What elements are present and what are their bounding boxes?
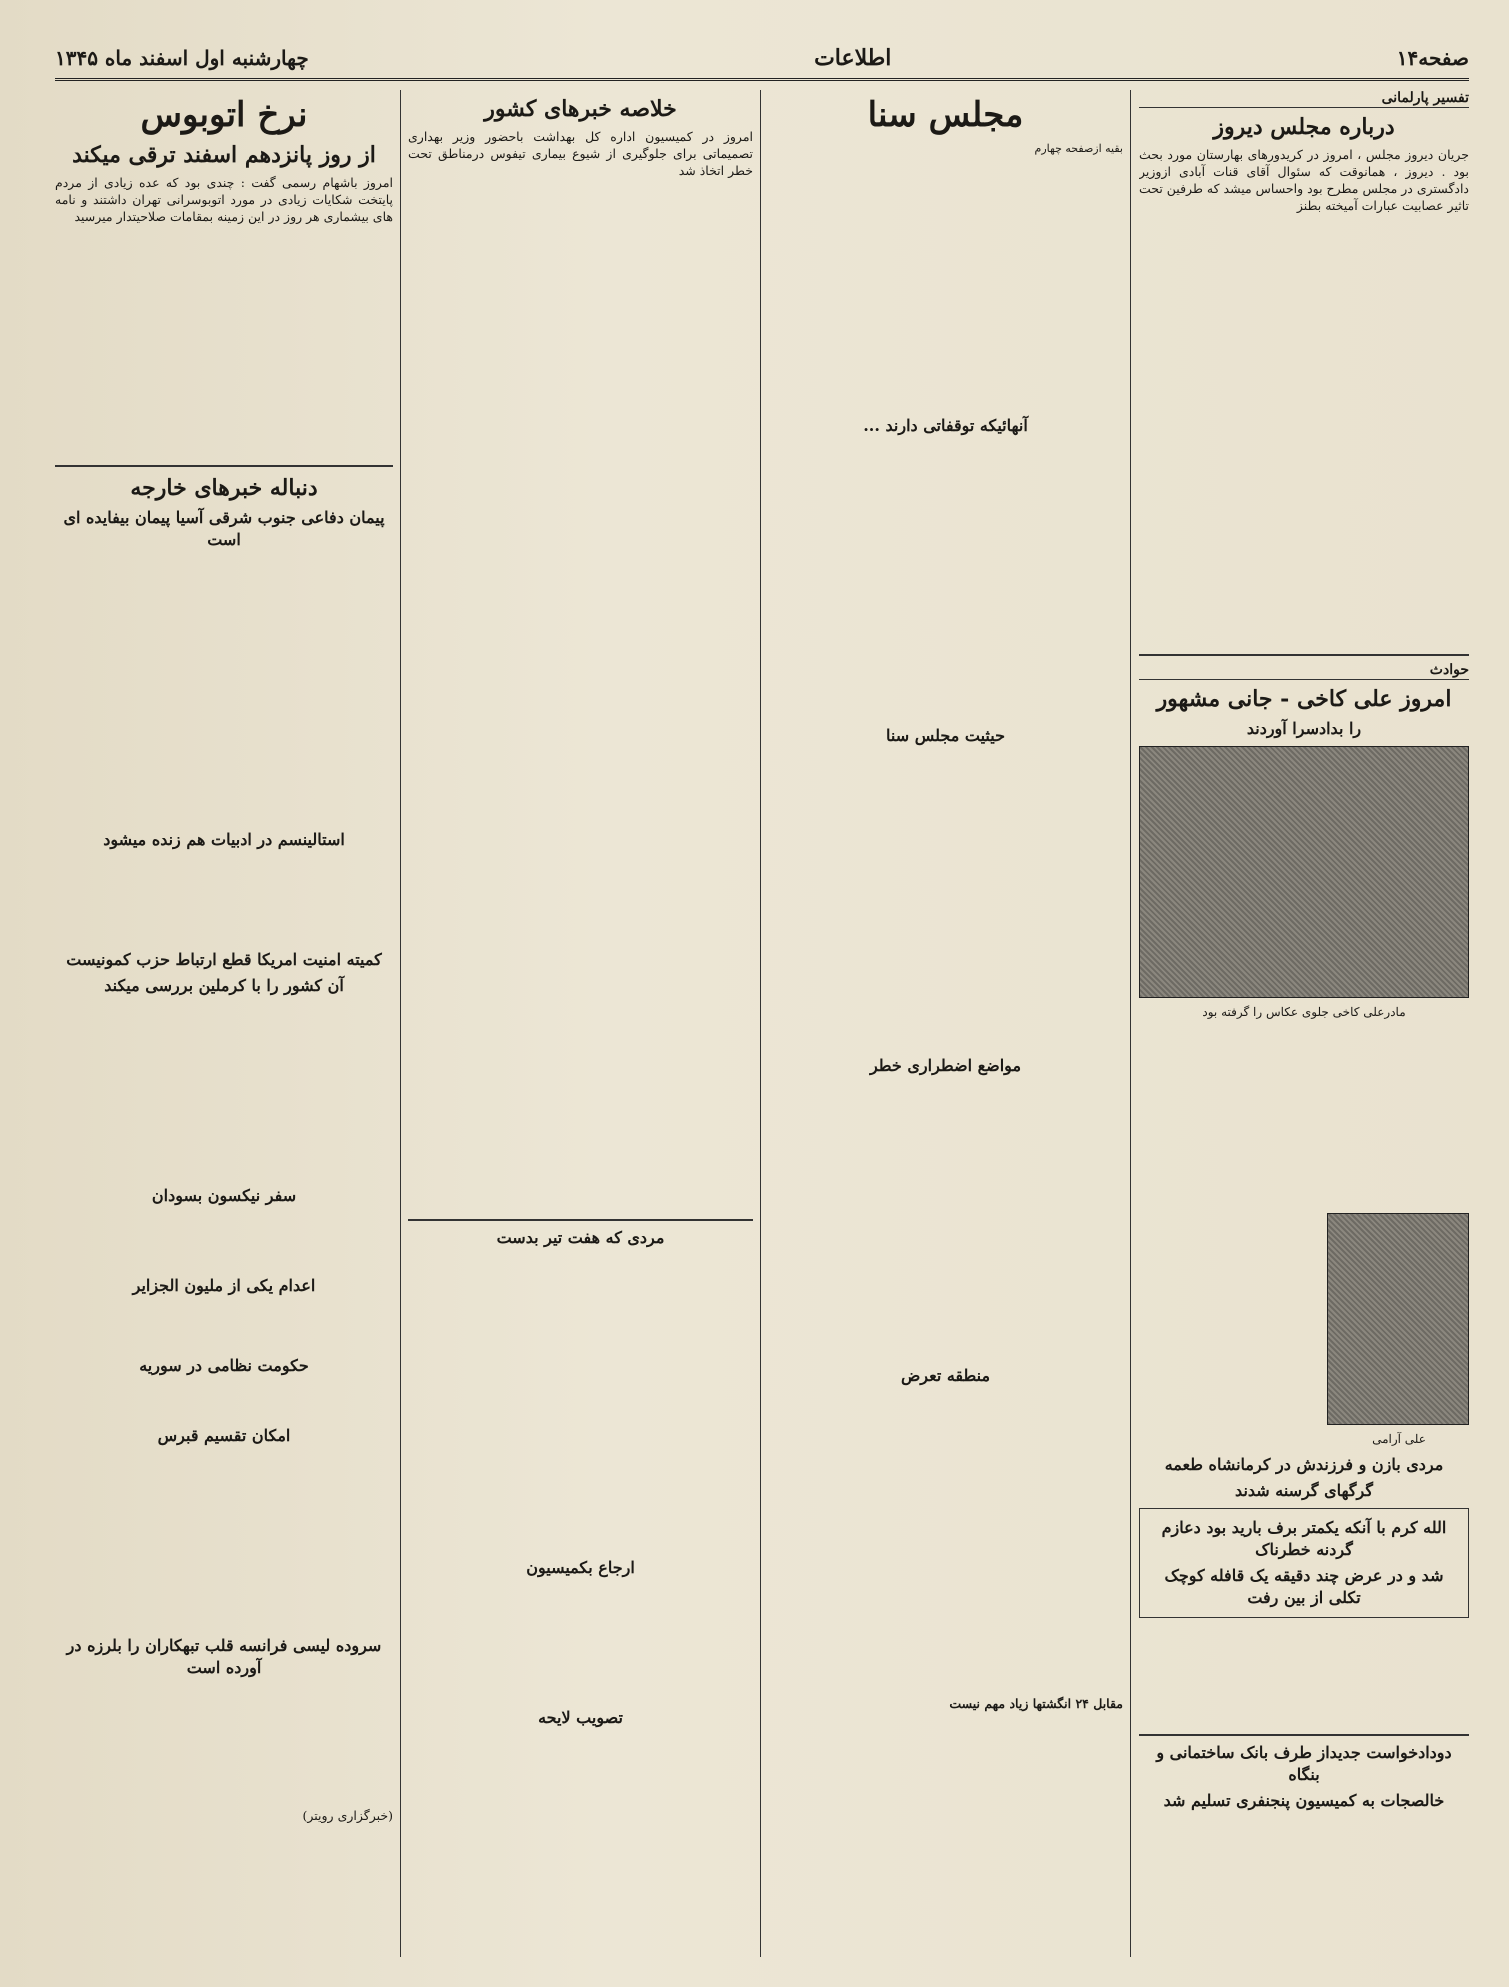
article-parliament-continued xyxy=(1139,218,1469,648)
photo-kakhi-mother xyxy=(1139,746,1469,998)
caption-photo-1: مادرعلی کاخی جلوی عکاس را گرفته بود xyxy=(1202,1005,1406,1019)
subhead-security-committee-2: آن کشور را با کرملین بررسی میکند xyxy=(104,976,344,995)
subhead-senate-1: آنهائیکه توقفاتی دارند ... xyxy=(863,416,1028,435)
algeria-body xyxy=(55,1301,393,1351)
kicker-parliament: تفسیر پارلمانی xyxy=(1139,90,1469,108)
subhead-nixon: سفر نیکسون بسودان xyxy=(151,1186,297,1205)
headline-bus-fare: نرخ اتوبوس xyxy=(140,95,308,135)
security-committee-body xyxy=(55,1001,393,1181)
headline-senate: مجلس سنا xyxy=(867,95,1024,135)
column-national-news xyxy=(408,90,753,1957)
bus-fare-body: امروز باشهام رسمی گفت : چندی بود که عده زیادی از مردم پایتخت شکایات زیادی در مورد اتوبوسرانی تهران داشتند و نامه های بیشماری هر روز در این زمینه بمقامات صلاحیتدار میرسید xyxy=(55,175,393,224)
referral-body xyxy=(408,1583,753,1703)
subheadline-kakhi: را بدادسرا آوردند xyxy=(1246,719,1362,738)
column-senate xyxy=(768,90,1123,1957)
france-song-body xyxy=(55,1683,393,1803)
senate-body-2 xyxy=(768,441,1123,721)
masthead xyxy=(55,38,1469,81)
note-continued: بقیه ازصفحه چهارم xyxy=(1034,142,1123,155)
bus-fare-continued xyxy=(55,229,393,459)
photo-ali-arami xyxy=(1327,1213,1469,1425)
subheadline-kermanshah: گرگهای گرسنه شدند xyxy=(1235,1481,1373,1500)
subhead-senate-4: مواضع اضطراری خطر xyxy=(869,1056,1022,1075)
national-news-items xyxy=(408,183,753,1213)
headline-bank-petitions: دودادخواست جدیداز طرف بانک ساختمانی و بنگاه xyxy=(1156,1743,1452,1784)
subhead-syria: حکومت نظامی در سوریه xyxy=(139,1356,309,1375)
headline-allahkaram: الله کرم با آنکه یکمتر برف بارید بود دعازم گردنه خطرناک xyxy=(1161,1518,1447,1559)
section-foreign-news: دنباله خبرهای خارجه xyxy=(130,475,318,501)
senate-body-5 xyxy=(768,1391,1123,1691)
subhead-stalinism: استالینسم در ادبیات هم زنده میشود xyxy=(103,830,345,849)
gunman-body xyxy=(408,1253,753,1553)
section-incidents: حوادث xyxy=(1139,662,1469,680)
cyprus-body xyxy=(55,1451,393,1631)
credit-reuters: (خبرگزاری رویتر) xyxy=(302,1808,393,1823)
article-allahkaram-body xyxy=(1139,1618,1469,1728)
subhead-senate-3: حیثیت مجلس سنا xyxy=(886,726,1005,745)
subhead-cyprus: امکان تقسیم قبرس xyxy=(157,1426,291,1445)
headline-kermanshah: مردی بازن و فرزندش در کرمانشاه طعمه xyxy=(1164,1455,1444,1474)
senate-footer: مقابل ۲۴ انگشتها زیاد مهم نیست xyxy=(949,1696,1123,1711)
seato-body xyxy=(55,555,393,825)
subhead-gunman: مردی که هفت تیر بدست xyxy=(496,1228,665,1247)
article-parliament-body: جریان دیروز مجلس ، امروز در کریدورهای بهارستان مورد بحث بود . دیروز ، همانوقت که سئوال آقای قنات آبادی ازوزیر دادگستری در مجلس مطرح بود واحساس میشد که طرفین تحت تاثیر عصابیت عبارات آمیخته بطنز xyxy=(1139,147,1469,213)
subheadline-bank-petitions: خالصجات به کمیسیون پنجنفری تسلیم شد xyxy=(1163,1791,1445,1810)
caption-photo-2: علی آرامی xyxy=(1372,1432,1426,1446)
subheadline-allahkaram: شد و در عرض چند دقیقه یک قافله کوچک تکلی از بین رفت xyxy=(1164,1566,1444,1607)
page-number: صفحه۱۴ xyxy=(1396,46,1469,70)
subhead-senate-5: منطقه تعرض xyxy=(900,1366,991,1385)
headline-kakhi: امروز علی کاخی - جانی مشهور xyxy=(1156,686,1452,712)
article-kakhi-body xyxy=(1139,1027,1469,1207)
subhead-seato: پیمان دفاعی جنوب شرقی آسیا پیمان بیفایده ای است xyxy=(63,508,385,549)
national-news-body: امروز در کمیسیون اداره کل بهداشت باحضور وزیر بهداری تصمیماتی برای جلوگیری از شیوع بیماری تیفوس درمناطق تحت خطر اتخاذ شد xyxy=(408,129,753,178)
column-bus-and-foreign xyxy=(55,90,393,1957)
subhead-france-song: سروده لیسی فرانسه قلب تبهکاران را بلرزه در آورده است xyxy=(66,1636,382,1677)
stalinism-body xyxy=(55,855,393,945)
headline-national-news: خلاصه خبرهای کشور xyxy=(484,96,677,122)
senate-body-4 xyxy=(768,1081,1123,1361)
issue-date: چهارشنبه اول اسفند ماه ۱۳۴۵ xyxy=(55,46,309,70)
nixon-body xyxy=(55,1211,393,1271)
subhead-security-committee: کمیته امنیت امریکا قطع ارتباط حزب کمونیست xyxy=(66,950,382,969)
headline-parliament: درباره مجلس دیروز xyxy=(1213,114,1395,140)
senate-body-3 xyxy=(768,751,1123,1051)
subheadline-bus-fare: از روز پانزدهم اسفند ترقی میکند xyxy=(72,142,376,168)
syria-body xyxy=(55,1381,393,1421)
subhead-referral: ارجاع بکمیسیون xyxy=(526,1558,635,1577)
paper-name: اطلاعات xyxy=(814,45,892,71)
column-parliament-and-incidents xyxy=(1139,90,1469,1957)
subhead-bill-approval: تصویب لایحه xyxy=(538,1708,623,1727)
senate-body-1 xyxy=(768,161,1123,411)
subhead-algeria: اعدام یکی از ملیون الجزایر xyxy=(132,1276,316,1295)
